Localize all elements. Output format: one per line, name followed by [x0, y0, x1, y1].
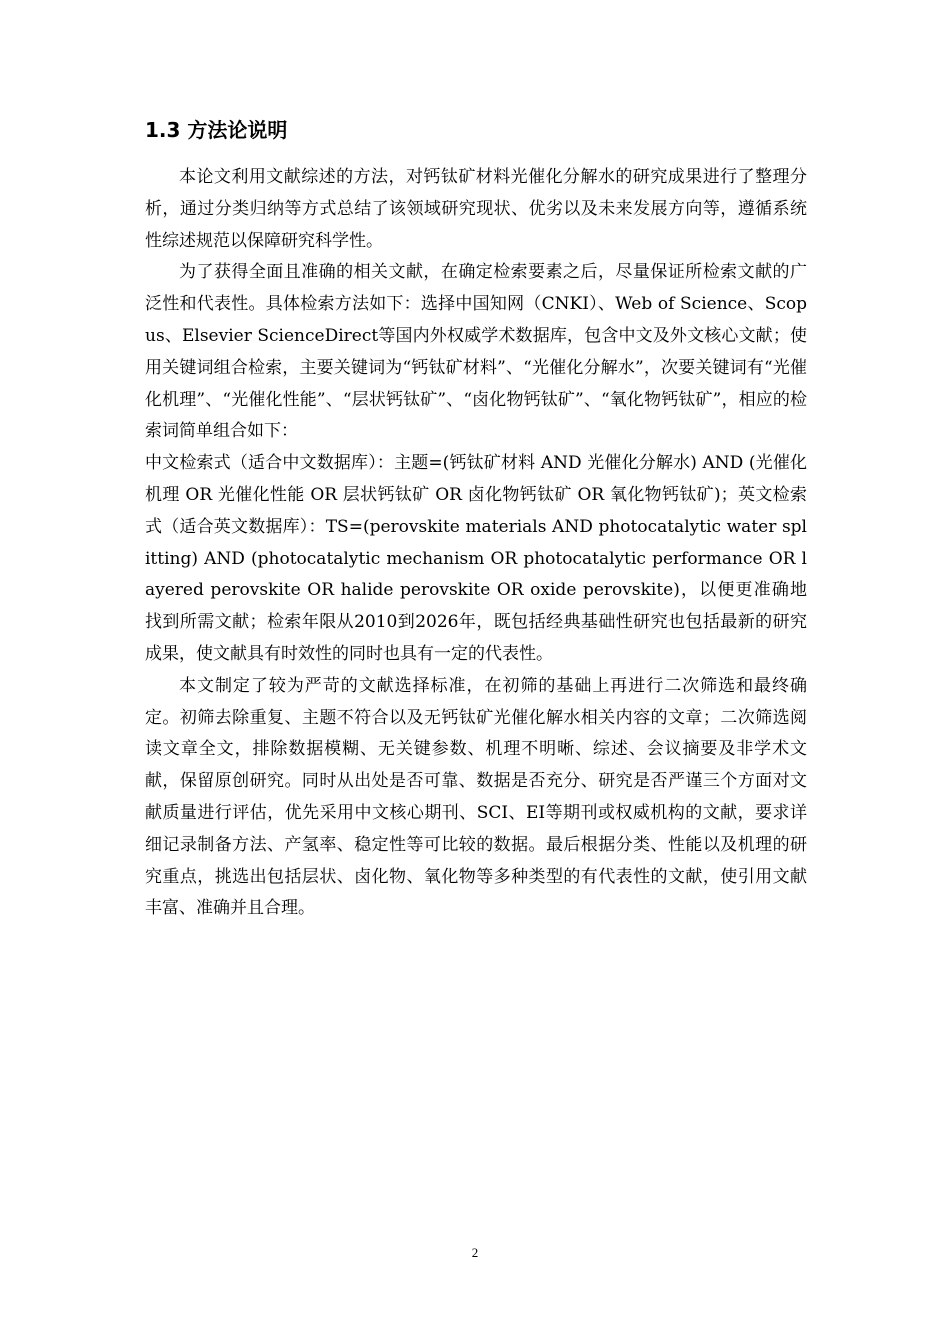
page-number: 2: [471, 1245, 479, 1260]
paragraph-search-method: 为了获得全面且准确的相关文献，在确定检索要素之后，尽量保证所检索文献的广泛性和代表性。具体检索方法如下：选择中国知网（CNKI）、Web of Science、Scopus、Elsevier ScienceDirect等国内外权威学术数据库，包含中文及外文核心文献；使用关键词组合检索，主要关键词为“钙钛矿材料”、“光催化分解水”，次要关键词有“光催化机理”、“光催化性能”、“层状钙钛矿”、“卤化物钙钛矿”、“氧化物钙钛矿”，相应的检索词简单组合如下：: [145, 262, 807, 442]
paragraph-search-queries: 中文检索式（适合中文数据库）：主题=(钙钛矿材料 AND 光催化分解水) AND (光催化机理 OR 光催化性能 OR 层状钙钛矿 OR 卤化物钙钛矿 OR 氧化物钙钛矿)；英文检索式（适合英文数据库）：TS=(perovskite materials AND photocatalytic water splitting) AND (photocatalytic mechanism OR photocatalytic performance OR layered perovskite OR halide perovskite OR oxide perovskite)，以便更准确地找到所需文献；检索年限从2010到2026年，既包括经典基础性研究也包括最新的研究成果，使文献具有时效性的同时也具有一定的代表性。: [145, 453, 807, 664]
section-heading: 1.3 方法论说明: [145, 118, 288, 142]
paragraph-method-overview: 本论文利用文献综述的方法，对钙钛矿材料光催化分解水的研究成果进行了整理分析，通过分类归纳等方式总结了该领域研究现状、优劣以及未来发展方向等，遵循系统性综述规范以保障研究科学性。: [145, 167, 807, 251]
body-text: [145, 162, 807, 925]
paragraph-selection-criteria: 本文制定了较为严苛的文献选择标准，在初筛的基础上再进行二次筛选和最终确定。初筛去除重复、主题不符合以及无钙钛矿光催化解水相关内容的文章；二次筛选阅读文章全文，排除数据模糊、无关键参数、机理不明晰、综述、会议摘要及非学术文献，保留原创研究。同时从出处是否可靠、数据是否充分、研究是否严谨三个方面对文献质量进行评估，优先采用中文核心期刊、SCI、EI等期刊或权威机构的文献，要求详细记录制备方法、产氢率、稳定性等可比较的数据。最后根据分类、性能以及机理的研究重点，挑选出包括层状、卤化物、氧化物等多种类型的有代表性的文献，使引用文献丰富、准确并且合理。: [145, 675, 807, 919]
